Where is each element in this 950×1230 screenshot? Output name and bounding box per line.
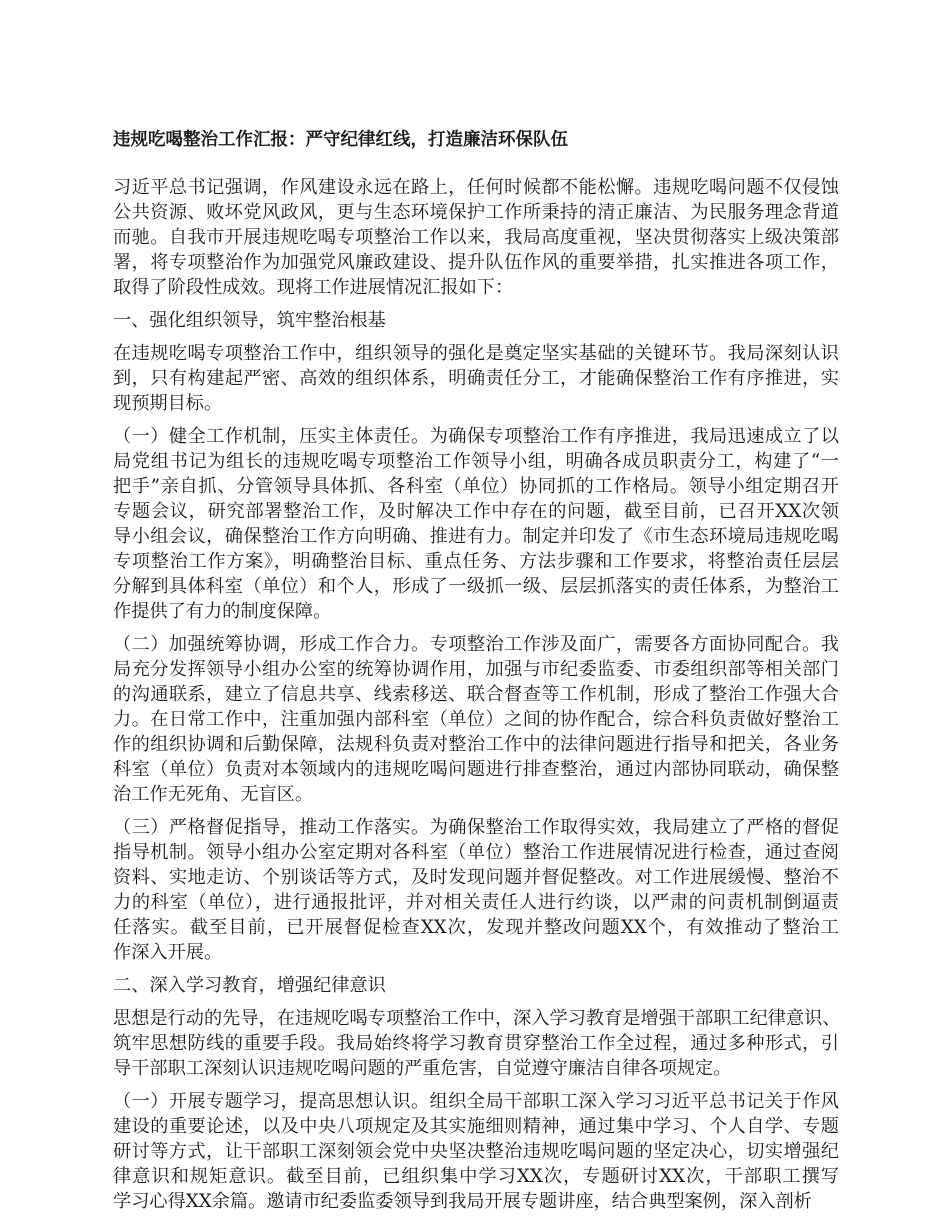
text-line: 导干部职工深刻认识违规吃喝问题的严重危害，自觉遵守廉洁自律各项规定。	[113, 1058, 732, 1079]
text-line: 而驰。自我市开展违规吃喝专项整治工作以来，我局高度重视，坚决贯彻落实上级决策部	[113, 227, 839, 248]
paragraph	[113, 815, 839, 965]
section-heading	[113, 973, 839, 998]
text-line: （二）加强统筹协调，形成工作合力。专项整治工作涉及面广，需要各方面协同配合。我	[113, 634, 839, 655]
text-line: 资料、实地走访、个别谈话等方式，及时发现问题并督促整改。对工作进展缓慢、整治不	[113, 867, 839, 888]
text-line: （一）健全工作机制，压实主体责任。为确保专项整治工作有序推进，我局迅速成立了以	[113, 426, 839, 447]
text-line: 局充分发挥领导小组办公室的统筹协调作用，加强与市纪委监委、市委组织部等相关部门	[113, 659, 839, 680]
paragraph	[113, 341, 839, 416]
text-line: 律意识和规矩意识。截至目前，已组织集中学习XX次，专题研讨XX次，干部职工撰写	[113, 1166, 839, 1187]
text-line: 到，只有构建起严密、高效的组织体系，明确责任分工，才能确保整治工作有序推进，实	[113, 368, 839, 389]
section-heading	[113, 308, 839, 333]
text-line: 在违规吃喝专项整治工作中，组织领导的强化是奠定坚实基础的关键环节。我局深刻认识	[113, 343, 839, 364]
text-line: 专项整治工作方案》，明确整治目标、重点任务、方法步骤和工作要求，将整治责任层层	[113, 551, 839, 572]
paragraph	[113, 632, 839, 807]
text-line: （三）严格督促指导，推动工作落实。为确保整治工作取得实效，我局建立了严格的督促	[113, 817, 839, 838]
text-line: 思想是行动的先导，在违规吃喝专项整治工作中，深入学习教育是增强干部职工纪律意识、	[113, 1008, 841, 1029]
paragraph	[113, 175, 839, 300]
text-line: 作深入开展。	[113, 942, 223, 963]
text-line: 学习心得XX余篇。邀请市纪委监委领导到我局开展专题讲座，结合典型案例，深入剖析	[113, 1191, 812, 1212]
text-line: 作提供了有力的制度保障。	[113, 601, 332, 622]
text-line: 专题会议，研究部署整治工作，及时解决工作中存在的问题，截至目前，已召开XX次领	[113, 501, 839, 522]
text-line: 把手”亲自抓、分管领导具体抓、各科室（单位）协同抓的工作格局。领导小组定期召开	[113, 476, 839, 497]
paragraph	[113, 424, 839, 624]
text-line: 习近平总书记强调，作风建设永远在路上，任何时候都不能松懈。违规吃喝问题不仅侵蚀	[113, 177, 839, 198]
text-line: 分解到具体科室（单位）和个人，形成了一级抓一级、层层抓落实的责任体系，为整治工	[113, 576, 839, 597]
text-line: （一）开展专题学习，提高思想认识。组织全局干部职工深入学习习近平总书记关于作风	[113, 1091, 839, 1112]
text-line: 治工作无死角、无盲区。	[113, 784, 314, 805]
text-line: 署，将专项整治作为加强党风廉政建设、提升队伍作风的重要举措，扎实推进各项工作，	[113, 252, 839, 273]
text-line: 的沟通联系，建立了信息共享、线索移送、联合督查等工作机制，形成了整治工作强大合	[113, 684, 839, 705]
text-line: 取得了阶段性成效。现将工作进展情况汇报如下：	[113, 277, 514, 298]
text-line: 任落实。截至目前，已开展督促检查XX次，发现并整改问题XX个，有效推动了整治工	[113, 917, 839, 938]
text-line: 二、深入学习教育，增强纪律意识	[113, 975, 386, 996]
text-line: 一、强化组织领导，筑牢整治根基	[113, 310, 386, 331]
text-line: 指导机制。领导小组办公室定期对各科室（单位）整治工作进展情况进行检查，通过查阅	[113, 842, 839, 863]
text-line: 研讨等方式，让干部职工深刻领会党中央坚决整治违规吃喝问题的坚定决心，切实增强纪	[113, 1141, 839, 1162]
document-page	[113, 128, 839, 1222]
text-line: 作的组织协调和后勤保障，法规科负责对整治工作中的法律问题进行指导和把关，各业务	[113, 734, 839, 755]
text-line: 现预期目标。	[113, 393, 223, 414]
text-line: 科室（单位）负责对本领域内的违规吃喝问题进行排查整治，通过内部协同联动，确保整	[113, 759, 839, 780]
paragraph	[113, 1089, 839, 1214]
text-line: 力。在日常工作中，注重加强内部科室（单位）之间的协作配合，综合科负责做好整治工	[113, 709, 839, 730]
text-line: 公共资源、败坏党风政风，更与生态环境保护工作所秉持的清正廉洁、为民服务理念背道	[113, 202, 839, 223]
text-line: 建设的重要论述，以及中央八项规定及其实施细则精神，通过集中学习、个人自学、专题	[113, 1116, 839, 1137]
document-title: 违规吃喝整治工作汇报：严守纪律红线，打造廉洁环保队伍	[113, 130, 568, 150]
paragraph	[113, 1006, 839, 1081]
text-line: 导小组会议，确保整治工作方向明确、推进有力。制定并印发了《市生态环境局违规吃喝	[113, 526, 839, 547]
text-line: 筑牢思想防线的重要手段。我局始终将学习教育贯穿整治工作全过程，通过多种形式，引	[113, 1033, 839, 1054]
text-line: 局党组书记为组长的违规吃喝专项整治工作领导小组，明确各成员职责分工，构建了“一	[113, 451, 839, 472]
document-body	[113, 175, 839, 1214]
text-line: 力的科室（单位），进行通报批评，并对相关责任人进行约谈，以严肃的问责机制倒逼责	[113, 892, 839, 913]
